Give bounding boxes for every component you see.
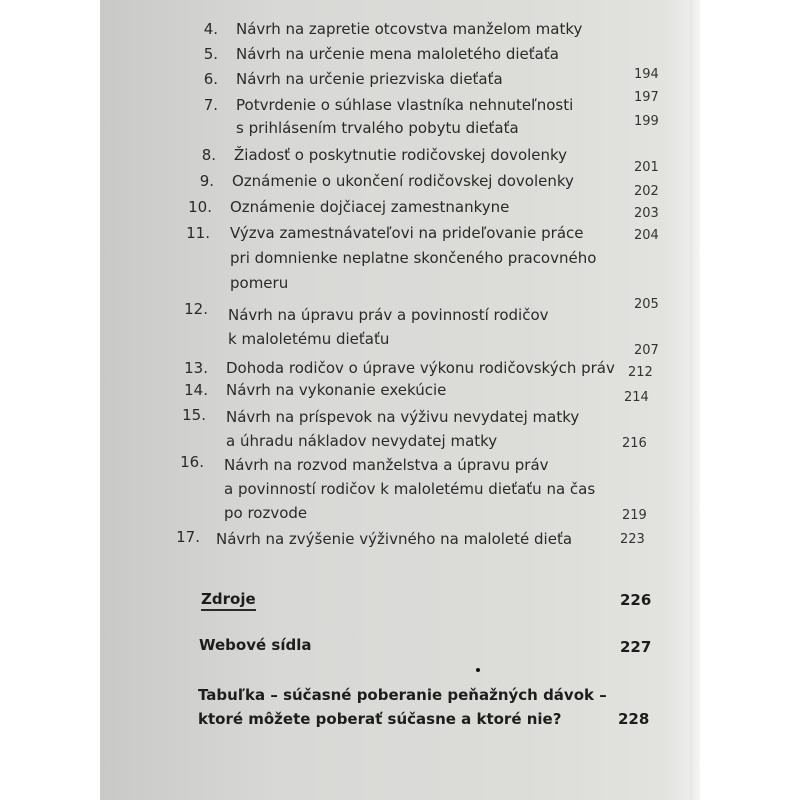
toc-entry-title: Oznámenie o ukončení rodičovskej dovolenky	[232, 172, 574, 190]
section-page-number: 226	[620, 591, 652, 609]
toc-page-number: 203	[634, 206, 659, 221]
toc-entry-title: pomeru	[230, 274, 289, 292]
toc-page-number: 223	[620, 532, 645, 547]
toc-number: 15.	[182, 406, 206, 424]
toc-number: 11.	[186, 224, 210, 242]
toc-number: 14.	[184, 381, 208, 399]
section-title: ktoré môžete poberať súčasne a ktoré nie?	[198, 710, 562, 728]
ink-speck	[476, 668, 480, 672]
toc-page-number: 199	[634, 114, 659, 129]
toc-page-number: 201	[634, 160, 659, 175]
toc-page-number: 219	[622, 508, 647, 523]
toc-entry-title: Oznámenie dojčiacej zamestnankyne	[230, 198, 510, 216]
toc-number: 10.	[188, 198, 212, 216]
toc-page-number: 204	[634, 228, 659, 243]
toc-entry-title: a povinností rodičov k maloletému dieťaťu na čas	[224, 480, 596, 498]
toc-entry-title: Návrh na rozvod manželstva a úpravu práv	[224, 456, 549, 474]
toc-page-number: 202	[634, 184, 659, 199]
toc-page-number: 205	[634, 297, 659, 312]
section-title: Webové sídla	[199, 636, 312, 654]
toc-page-number: 194	[634, 67, 659, 82]
toc-entry-title: Návrh na určenie mena maloletého dieťaťa	[236, 45, 559, 63]
toc-page-number: 212	[628, 365, 653, 380]
toc-number: 12.	[184, 300, 208, 318]
toc-page-number: 216	[622, 436, 647, 451]
toc-entry-title: po rozvode	[224, 504, 308, 522]
toc-number: 8.	[201, 146, 216, 164]
toc-entry-title: Návrh na určenie priezviska dieťaťa	[236, 70, 503, 88]
toc-number: 5.	[203, 45, 218, 63]
toc-entry-title: Dohoda rodičov o úprave výkonu rodičovských práv	[226, 359, 615, 377]
toc-number: 6.	[203, 70, 218, 88]
toc-number: 7.	[203, 96, 218, 114]
toc-entry-title: Návrh na príspevok na výživu nevydatej matky	[226, 408, 580, 426]
section-page-number: 228	[618, 710, 650, 728]
toc-number: 13.	[184, 359, 208, 377]
section-title: Zdroje	[201, 590, 256, 611]
toc-number: 4.	[203, 20, 218, 38]
toc-entry-title: Žiadosť o poskytnutie rodičovskej dovolenky	[234, 146, 568, 164]
toc-entry-title: Výzva zamestnávateľovi na prideľovanie práce	[230, 224, 584, 242]
toc-entry-title: Návrh na zvýšenie výživného na maloleté dieťa	[216, 530, 573, 548]
section-page-number: 227	[620, 638, 652, 656]
toc-entry-title: Potvrdenie o súhlase vlastníka nehnuteľnosti	[236, 96, 574, 114]
toc-entry-title: Návrh na vykonanie exekúcie	[226, 381, 447, 399]
toc-number: 17.	[176, 528, 200, 546]
toc-entry-title: Návrh na zapretie otcovstva manželom matky	[236, 20, 583, 38]
toc-page-number: 214	[624, 390, 649, 405]
toc-page-number: 207	[634, 343, 659, 358]
toc-entry-title: pri domnienke neplatne skončeného pracovného	[230, 249, 597, 267]
section-title: Tabuľka – súčasné poberanie peňažných dávok –	[198, 686, 607, 704]
toc-page-number: 197	[634, 90, 659, 105]
toc-number: 16.	[180, 453, 204, 471]
toc-entry-title: a úhradu nákladov nevydatej matky	[226, 432, 498, 450]
toc-entry-title: s prihlásením trvalého pobytu dieťaťa	[236, 119, 519, 137]
toc-entry-title: k maloletému dieťaťu	[228, 330, 390, 348]
toc-number: 9.	[199, 172, 214, 190]
toc-entry-title: Návrh na úpravu práv a povinností rodičov	[228, 306, 549, 324]
